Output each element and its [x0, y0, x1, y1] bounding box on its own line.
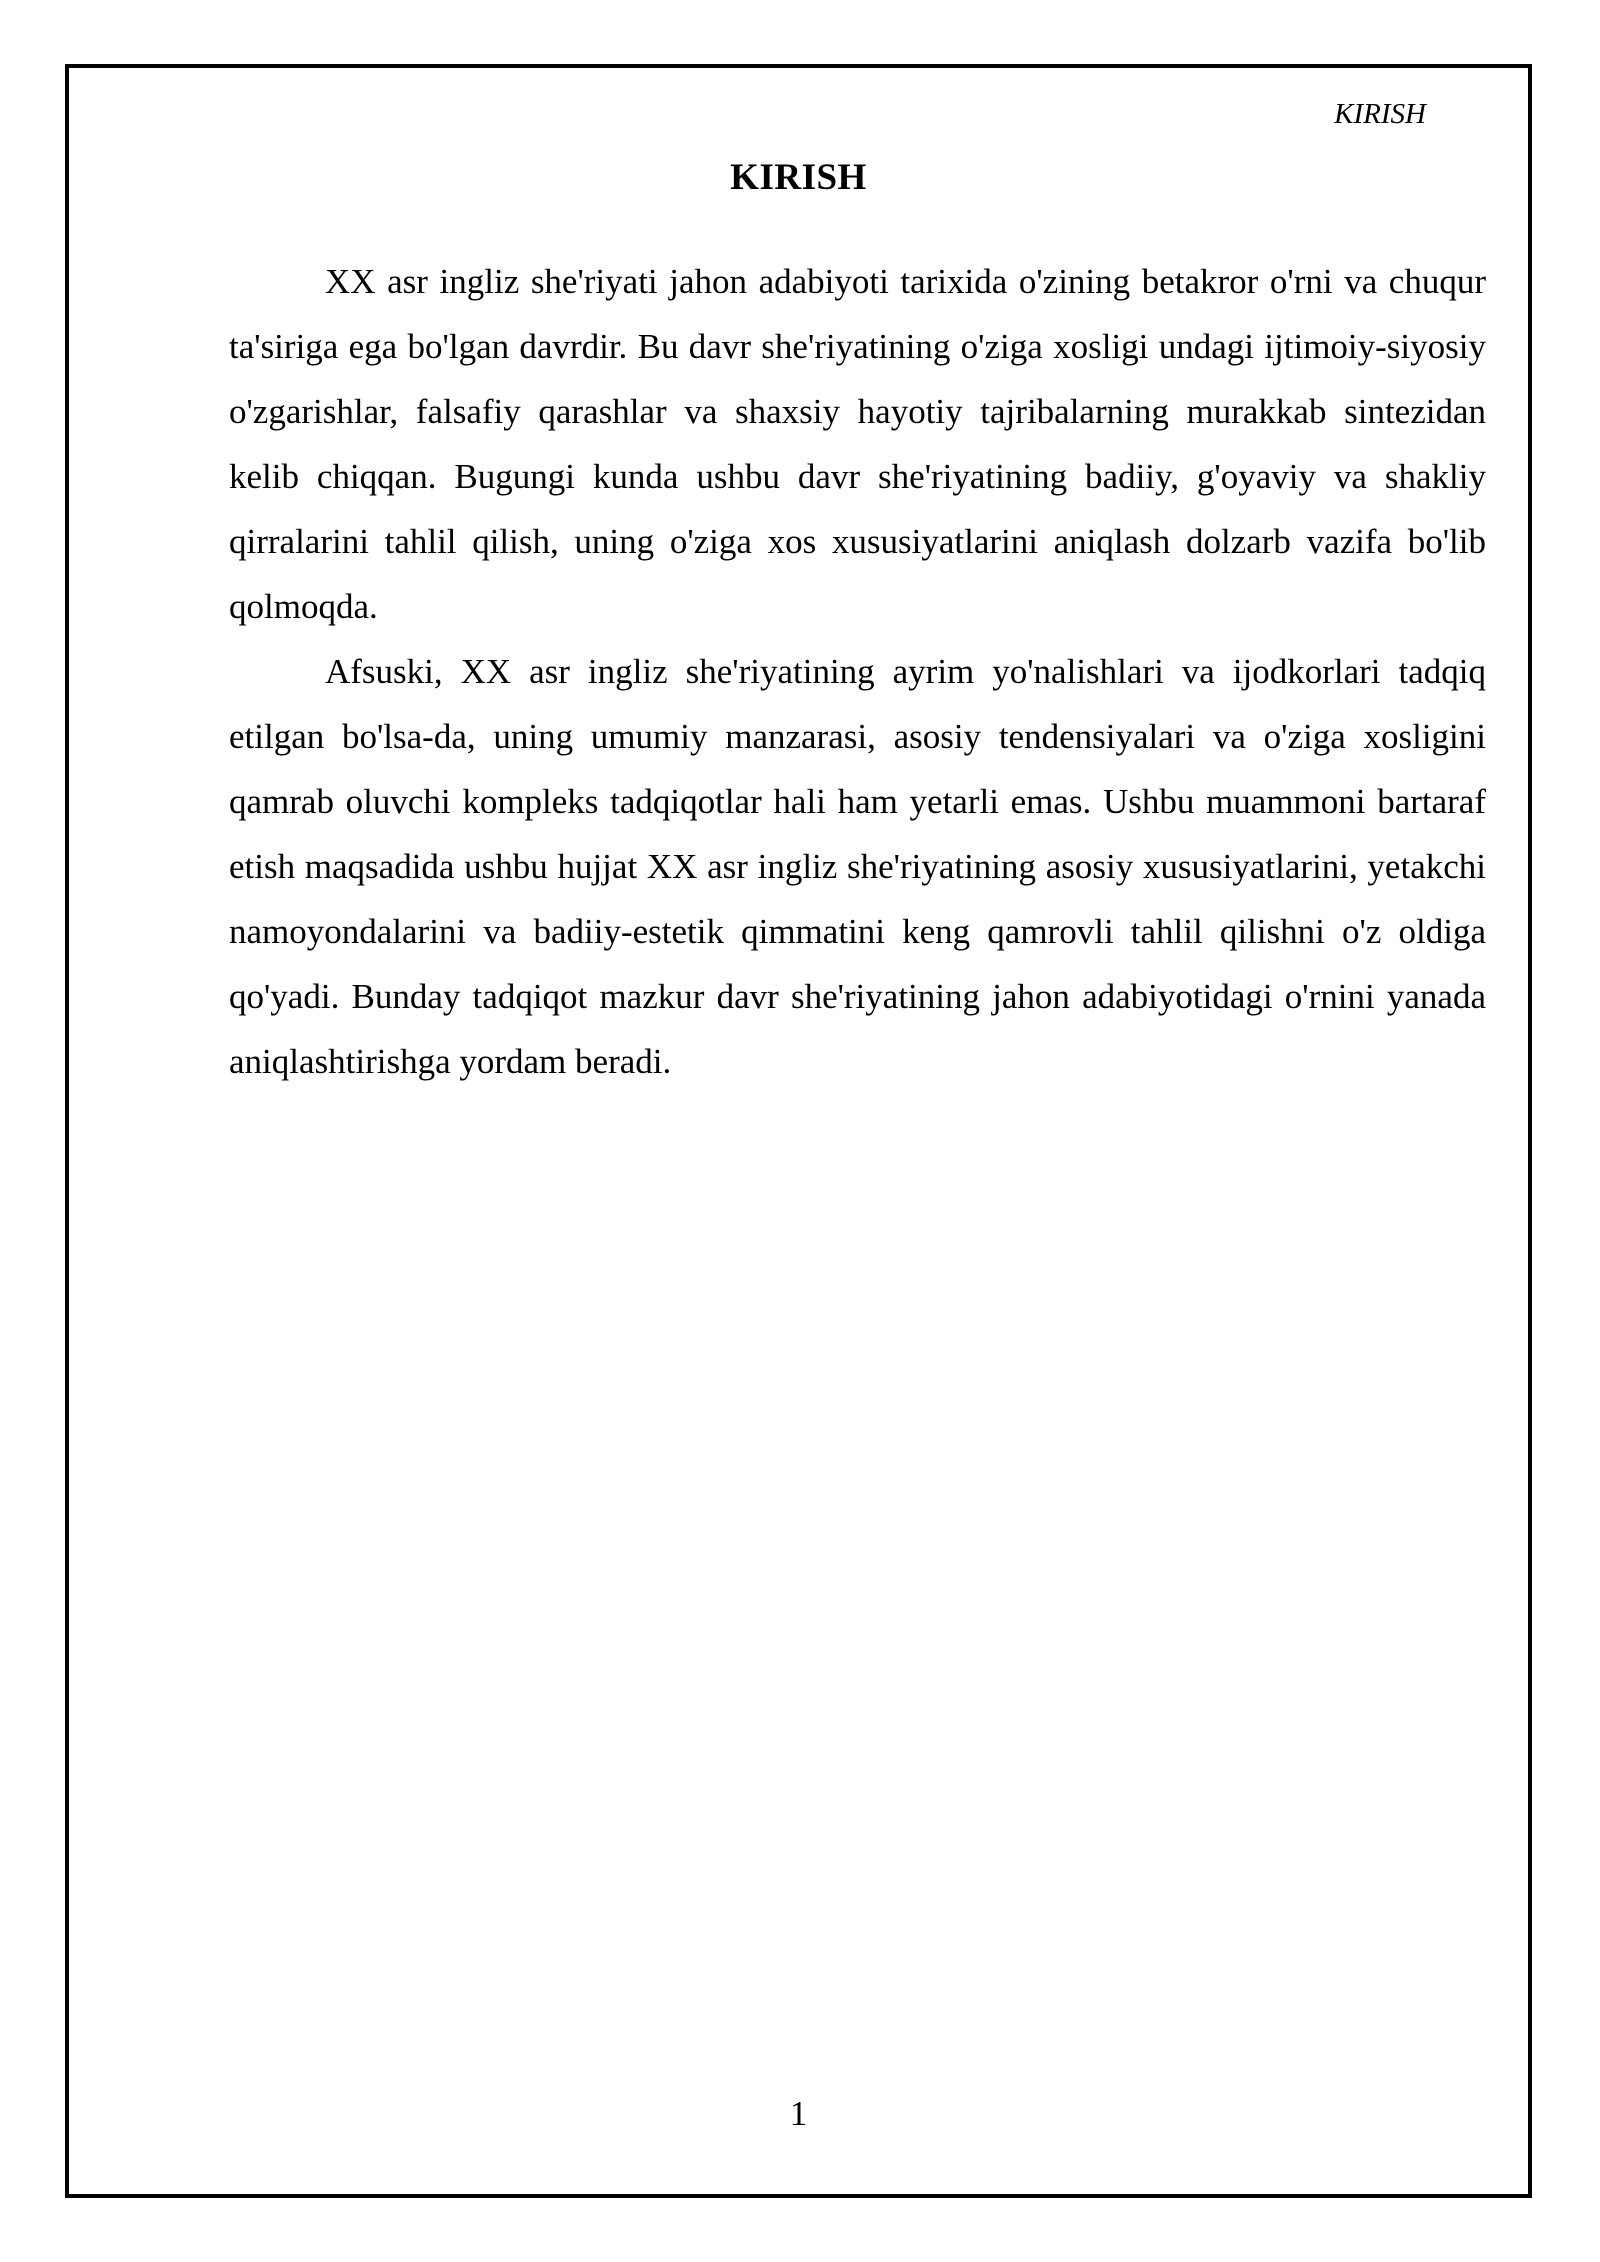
running-header: KIRISH [1334, 98, 1426, 130]
paragraph: Afsuski, XX asr ingliz she'riyatining ayrim yo'nalishlari va ijodkorlari tadqiq etilgan bo'lsa-da, uning umumiy manzarasi, asosiy tendensiyalari va o'ziga xosligini qamrab oluvchi kompleks tadqiqotlar hali ham yetarli emas. Ushbu muammoni bartaraf etish maqsadida ushbu hujjat XX asr ingliz she'riyatining asosiy xususiyatlarini, yetakchi namoyondalarini va badiiy-estetik qimmatini keng qamrovli tahlil qilishni o'z oldiga qo'yadi. Bunday tadqiqot mazkur davr she'riyatining jahon adabiyotidagi o'rnini yanada aniqlashtirishga yordam beradi. [229, 652, 1486, 1081]
page-border [65, 64, 1532, 2198]
paragraph: XX asr ingliz she'riyati jahon adabiyoti tarixida o'zining betakror o'rni va chuqur ta'siriga ega bo'lgan davrdir. Bu davr she'riyatining o'ziga xosligi undagi ijtimoiy-siyosiy o'zgarishlar, falsafiy qarashlar va shaxsiy hayotiy tajribalarning murakkab sintezidan kelib chiqqan. Bugungi kunda ushbu davr she'riyatining badiiy, g'oyaviy va shakliy qirralarini tahlil qilish, uning o'ziga xos xususiyatlarini aniqlash dolzarb vazifa bo'lib qolmoqda. [229, 262, 1486, 626]
section-title: KIRISH [730, 157, 867, 198]
page-number: 1 [789, 2094, 808, 2133]
body-text [229, 249, 1486, 1094]
